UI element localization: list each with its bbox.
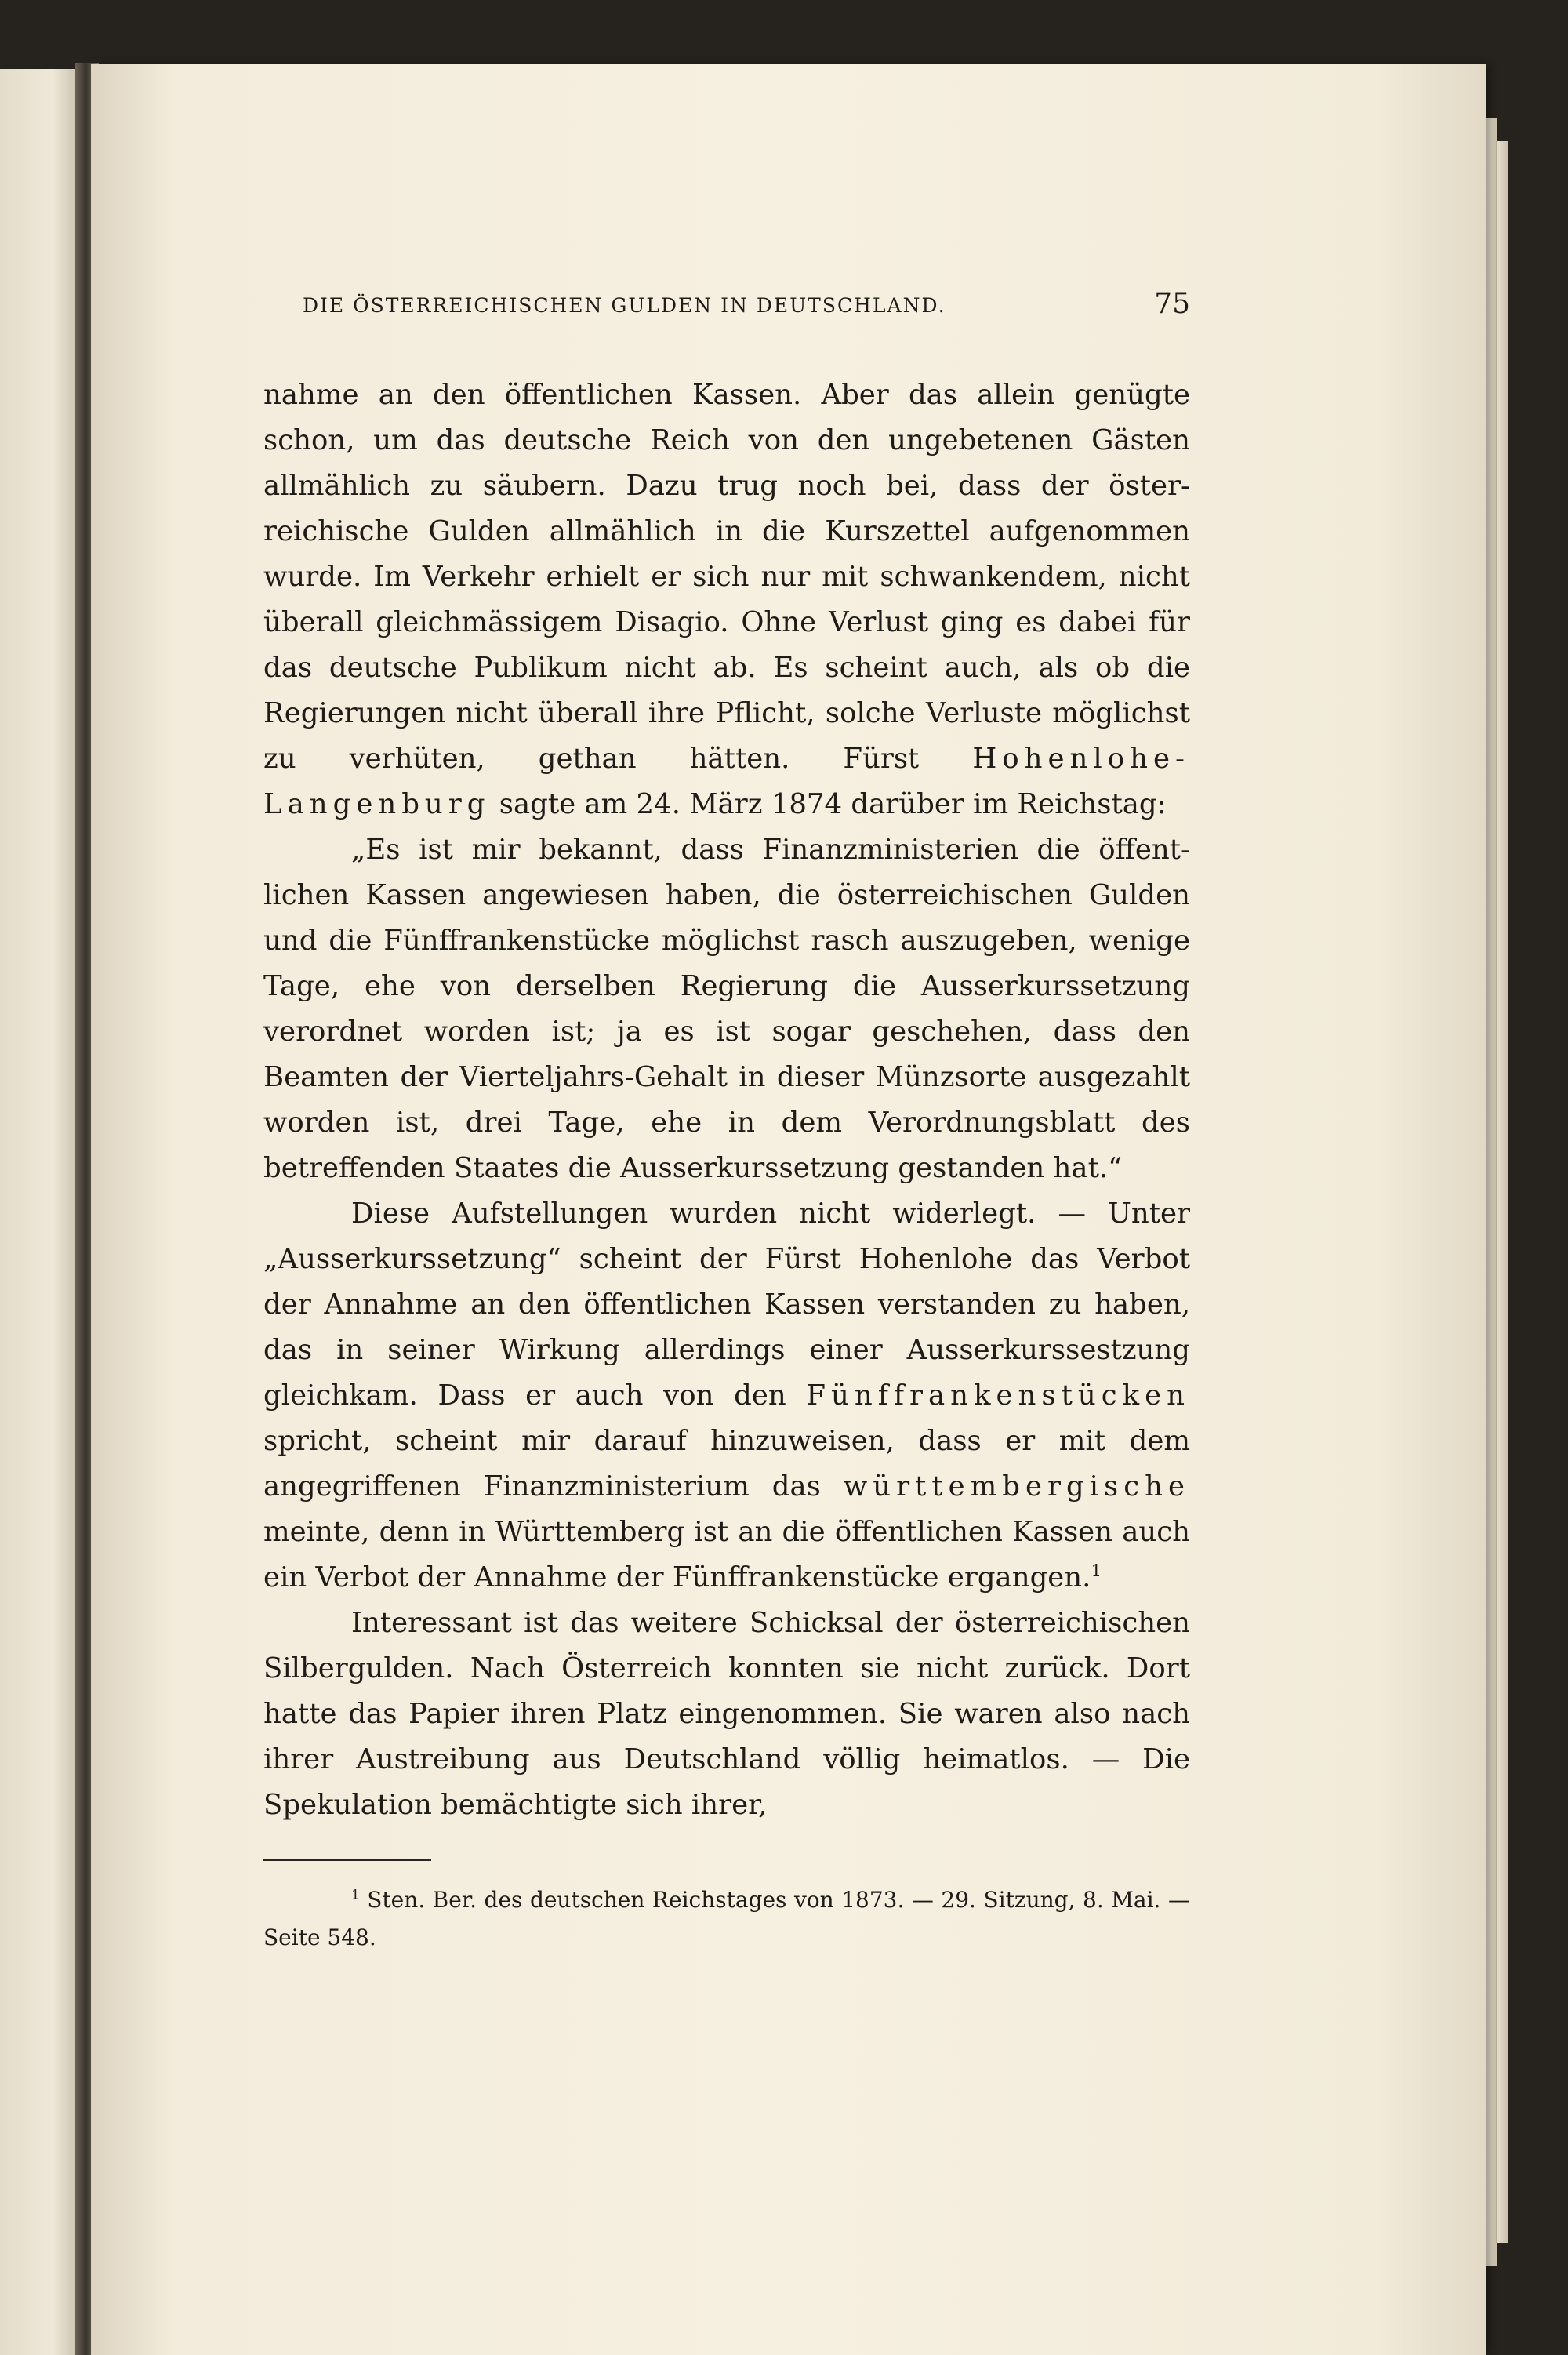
previous-page-edge <box>0 69 75 2355</box>
footnote-rule <box>263 1859 431 1861</box>
text-block <box>263 288 1190 1957</box>
page-edge <box>1485 118 1497 2266</box>
running-head-title: DIE ÖSTERREICHISCHEN GULDEN IN DEUTSCHLAND. <box>303 294 946 317</box>
paragraph: nahme an den öffentlichen Kassen. Aber das allein genügte schon, um das deutsche Reich von den ungebetenen Gästen allmählich zu säubern. Dazu trug noch bei, dass der österreichische Gulden allmählich in die Kurszettel aufgenommen wurde. Im Verkehr erhielt er sich nur mit schwankendem, nicht überall gleichmässigem Disagio. Ohne Verlust ging es dabei für das deutsche Publikum nicht ab. Es scheint auch, als ob die Regierungen nicht überall ihre Pflicht, solche Verluste möglichst zu verhüten, gethan hätten. Fürst Hohenlohe-Langenburg sagte am 24. März 1874 darüber im Reichstag: <box>263 379 1190 820</box>
body-text <box>263 373 1190 1828</box>
emphasized-word: Fünffrankenstücken <box>806 1379 1190 1412</box>
running-head <box>263 288 1190 335</box>
footnote: $^1$ Sten. Ber. des deutschen Reichstages von 1873. — 29. Sitzung, 8. Mai. — Seite 548. <box>263 1886 1190 1950</box>
footnote-reference: 1 <box>1091 1561 1102 1582</box>
page-edge <box>1496 141 1508 2243</box>
page-number: 75 <box>1154 288 1190 320</box>
emphasized-name: Hohenlohe-Langenburg <box>263 743 1190 820</box>
footnote-marker: 1 <box>351 1886 360 1903</box>
quotation-paragraph: „Es ist mir bekannt, dass Finanzministerien die öffentlichen Kassen angewiesen haben, die österreichischen Gulden und die Fünffrankenstücke möglichst rasch auszugeben, wenige Tage, ehe von derselben Regierung die Ausserkurssetzung verordnet worden ist; ja es ist sogar geschehen, dass den Beamten der Vierteljahrs-Gehalt in dieser Münzsorte ausgezahlt worden ist, drei Tage, ehe in dem Verordnungsblatt des betreffenden Staates die Ausserkurssetzung gestanden hat.“ <box>263 834 1190 1184</box>
emphasized-word: württembergische <box>843 1470 1190 1503</box>
paragraph: Interessant ist das weitere Schicksal der österreichischen Silbergulden. Nach Österreich konnten sie nicht zurück. Dort hatte das Papier ihren Platz eingenommen. Sie waren also nach ihrer Austreibung aus Deutschland völlig heimatlos. — Die Spekulation bemächtigte sich ihrer, <box>263 1607 1190 1821</box>
book-page <box>91 64 1486 2355</box>
paragraph: Diese Aufstellungen wurden nicht widerlegt. — Unter „Ausserkurssetzung“ scheint der Fürst Hohenlohe das Verbot der Annahme an den öffentlichen Kassen verstanden zu haben, das in seiner Wirkung allerdings einer Ausserkurssestzung gleichkam. Dass er auch von den Fünffrankenstücken spricht, scheint mir darauf hinzuweisen, dass er mit dem angegriffenen Finanzministerium das württembergische meinte, denn in Württemberg ist an die öffentlichen Kassen auch ein Verbot der Annahme der Fünffrankenstücke ergangen.$^1$ <box>263 1197 1190 1594</box>
